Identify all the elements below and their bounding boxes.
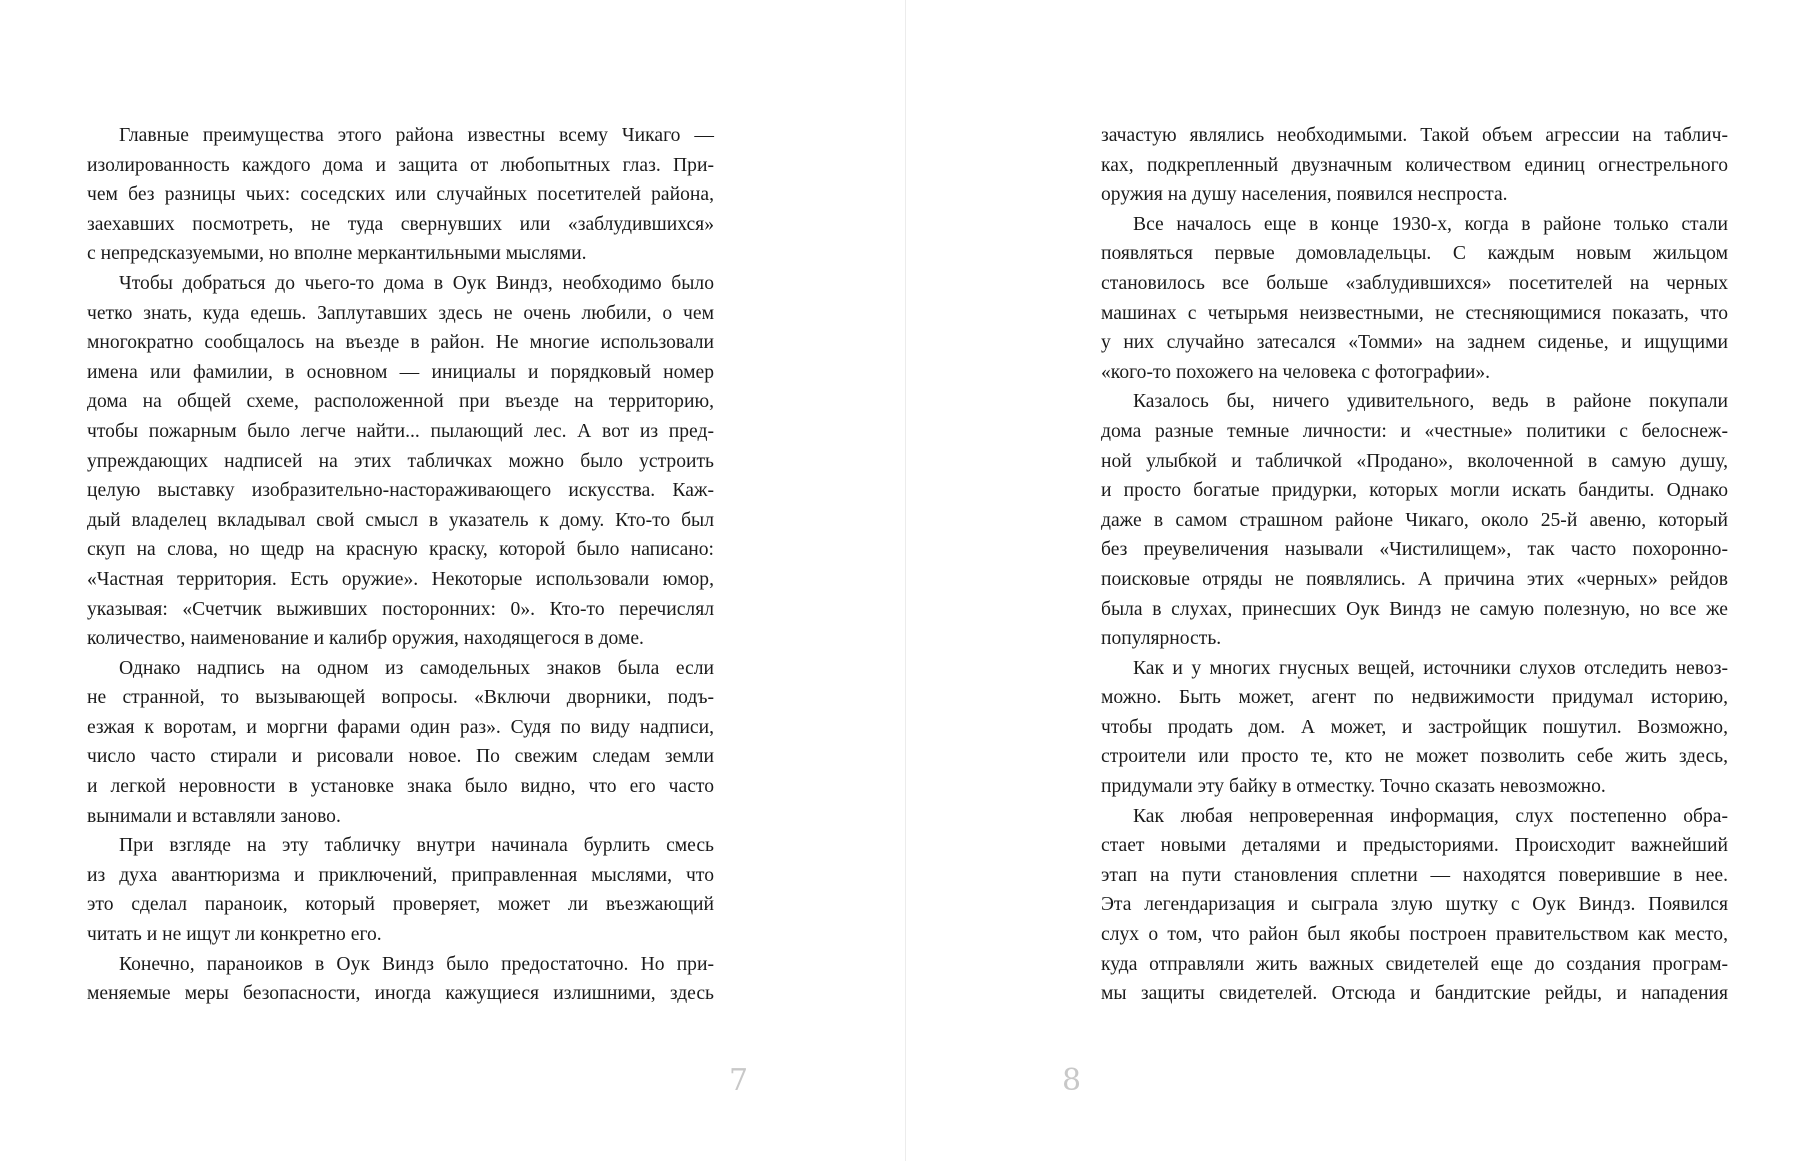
text-line: даже в самом страшном районе Чикаго, около 25-й авеню, который [1101, 509, 1728, 531]
text-line: чтобы продать дом. А может, и застройщик пошутил. Возможно, [1101, 716, 1728, 738]
text-line: Конечно, параноиков в Оук Виндз было предостаточно. Но при- [119, 953, 714, 975]
text-line: Все началось еще в конце 1930-х, когда в районе только стали [1133, 213, 1728, 235]
text-line: и просто богатые придурки, которых могли искать бандиты. Однако [1101, 480, 1728, 502]
text-line: с непредсказуемыми, но вполне меркантильными мыслями. [87, 243, 587, 265]
text-line: из духа авантюризма и приключений, приправленная мыслями, что [87, 864, 714, 886]
text-line: слух о том, что район был якобы построен правительством как место, [1101, 924, 1728, 946]
text-line: имена или фамилии, в основном — инициалы и порядковый номер [87, 361, 714, 383]
text-line: вынимали и вставляли заново. [87, 805, 341, 827]
text-line: Казалось бы, ничего удивительного, ведь в районе покупали [1133, 391, 1728, 413]
text-line: не странной, то вызывающей вопросы. «Включи дворники, подъ- [87, 687, 714, 709]
text-line: стает новыми деталями и предысториями. Происходит важнейший [1101, 835, 1728, 857]
text-line: целую выставку изобразительно-настораживающего искусства. Каж- [87, 480, 714, 502]
text-line: зачастую являлись необходимыми. Такой объем агрессии на таблич- [1101, 125, 1728, 146]
text-line: ках, подкрепленный двузначным количеством единиц огнестрельного [1101, 154, 1728, 176]
text-line: поисковые отряды не появлялись. А причина этих «черных» рейдов [1101, 568, 1728, 590]
text-line: популярность. [1101, 628, 1222, 650]
text-line: «кого-то похожего на человека с фотографии». [1101, 361, 1491, 383]
page-number: 8 [1062, 1063, 1082, 1098]
text-line: многократно сообщалось на въезде в район. Не многие использовали [87, 332, 714, 354]
text-line: число часто стирали и рисовали новое. По свежим следам земли [87, 746, 714, 768]
text-line: указывая: «Счетчик выживших посторонних: 0». Кто-то перечислял [87, 598, 714, 620]
text-line: изолированность каждого дома и защита от любопытных глаз. При- [87, 154, 714, 176]
text-line: меняемые меры безопасности, иногда кажущиеся излишними, здесь [87, 983, 714, 1005]
text-line: Однако надпись на одном из самодельных знаков была если [119, 657, 714, 679]
text-line: можно. Быть может, агент по недвижимости придумал историю, [1101, 687, 1728, 709]
text-line: строители или просто те, кто не может позволить себе жить здесь, [1101, 746, 1728, 768]
text-line: мы защиты свидетелей. Отсюда и бандитские рейды, и нападения [1101, 983, 1728, 1005]
text-line: становилось все больше «заблудившихся» посетителей на черных [1101, 272, 1728, 294]
text-line: чем без разницы чьих: соседских или случайных посетителей района, [87, 184, 714, 206]
text-line: Как и у многих гнусных вещей, источники слухов отследить невоз- [1133, 657, 1728, 679]
text-line: у них случайно затесался «Томми» на заднем сиденье, и ищущими [1101, 332, 1728, 354]
text-line: заехавших посмотреть, не туда свернувших или «заблудившихся» [87, 213, 714, 235]
text-line: «Частная территория. Есть оружие». Некоторые использовали юмор, [87, 568, 714, 590]
text-line: Главные преимущества этого района известны всему Чикаго — [119, 125, 714, 146]
text-line: оружия на душу населения, появился неспроста. [1101, 184, 1508, 206]
text-line: придумали эту байку в отместку. Точно сказать невозможно. [1101, 776, 1606, 798]
left-page-text [87, 121, 714, 1009]
text-line: без преувеличения называли «Чистилищем», так часто похоронно- [1101, 539, 1728, 561]
text-line: Чтобы добраться до чьего-то дома в Оук Виндз, необходимо было [119, 272, 714, 294]
text-line: При взгляде на эту табличку внутри начинала бурлить смесь [119, 835, 714, 857]
text-line: читать и не ищут ли конкретно его. [87, 924, 382, 946]
text-line: дый владелец вкладывал свой смысл в указатель к дому. Кто-то был [87, 509, 714, 531]
text-line: машинах с четырьмя неизвестными, не стесняющимися показать, что [1101, 302, 1728, 324]
text-line: появляться первые домовладельцы. С каждым новым жильцом [1101, 243, 1728, 265]
text-line: ной улыбкой и табличкой «Продано», вколоченной в самую душу, [1101, 450, 1728, 472]
text-line: дома на общей схеме, расположенной при въезде на территорию, [87, 391, 714, 413]
text-line: количество, наименование и калибр оружия, находящегося в доме. [87, 628, 644, 650]
page-number: 7 [729, 1063, 749, 1098]
right-page-text [1101, 121, 1728, 1009]
text-line: Как любая непроверенная информация, слух постепенно обра- [1133, 805, 1728, 827]
text-line: езжая к воротам, и моргни фарами один раз». Судя по виду надписи, [87, 716, 714, 738]
right-page [906, 0, 1811, 1161]
text-line: была в слухах, принесших Оук Виндз не самую полезную, но все же [1101, 598, 1728, 620]
text-line: четко знать, куда едешь. Заплутавших здесь не очень любили, о чем [87, 302, 714, 324]
text-line: дома разные темные личности: и «честные» политики с белоснеж- [1101, 420, 1728, 442]
text-line: упреждающих надписей на этих табличках можно было устроить [87, 450, 714, 472]
text-line: и легкой неровности в установке знака было видно, что его часто [87, 776, 714, 798]
text-line: чтобы пожарным было легче найти... пылающий лес. А вот из пред- [87, 420, 714, 442]
text-line: это сделал параноик, который проверяет, может ли въезжающий [87, 894, 714, 916]
text-line: куда отправляли жить важных свидетелей еще до создания програм- [1101, 953, 1728, 975]
text-line: скуп на слова, но щедр на красную краску, которой было написано: [87, 539, 714, 561]
left-page [0, 0, 905, 1161]
text-line: этап на пути становления сплетни — находятся поверившие в нее. [1101, 864, 1728, 886]
text-line: Эта легендаризация и сыграла злую шутку с Оук Виндз. Появился [1101, 894, 1728, 916]
